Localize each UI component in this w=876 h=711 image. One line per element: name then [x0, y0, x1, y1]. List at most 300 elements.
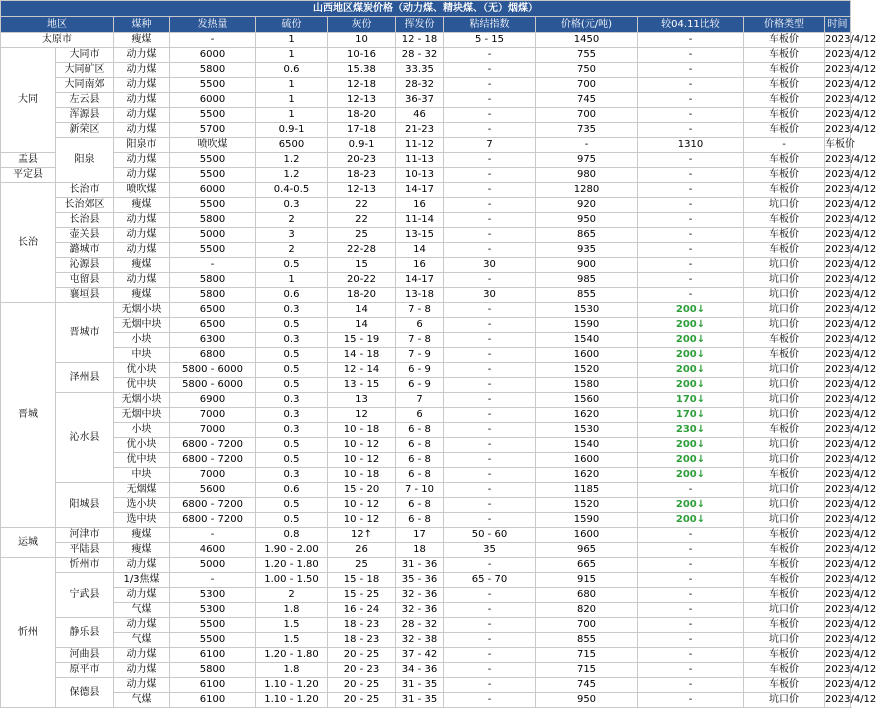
header-sulfur: 硫份 [256, 17, 328, 33]
caking-cell: - [444, 123, 536, 138]
volatile-cell: 28-32 [396, 78, 444, 93]
caking-cell: 35 [444, 543, 536, 558]
sulfur-cell: 1.2 [256, 168, 328, 183]
compare-cell: - [638, 483, 744, 498]
price-cell: 750 [536, 63, 638, 78]
ash-cell: 12 [328, 408, 396, 423]
sulfur-cell: 0.3 [256, 393, 328, 408]
price-cell: 920 [536, 198, 638, 213]
date-cell: 2023/4/12 [825, 318, 851, 333]
heat-cell: 5500 [170, 153, 256, 168]
ash-cell: 10 [328, 33, 396, 48]
table-row [1, 573, 851, 588]
date-cell: 2023/4/12 [825, 288, 851, 303]
coal-type-cell: 动力煤 [114, 123, 170, 138]
volatile-cell: 32 - 38 [396, 633, 444, 648]
price-cell: 950 [536, 213, 638, 228]
sub-region-cell: 长治县 [56, 213, 114, 228]
coal-type-cell: 动力煤 [114, 213, 170, 228]
date-cell: 2023/4/12 [825, 363, 851, 378]
compare-cell: 200↓ [638, 498, 744, 513]
volatile-cell: 11-14 [396, 213, 444, 228]
price-type-cell: 车板价 [744, 153, 825, 168]
price-cell: 1540 [536, 438, 638, 453]
price-cell: 965 [536, 543, 638, 558]
price-type-cell: 坑口价 [744, 258, 825, 273]
caking-cell: - [444, 693, 536, 708]
caking-cell: - [444, 633, 536, 648]
sulfur-cell: 0.3 [256, 333, 328, 348]
ash-cell: 13 [328, 393, 396, 408]
heat-cell: 6800 - 7200 [170, 438, 256, 453]
sulfur-cell: 0.8 [256, 528, 328, 543]
ash-cell: 16 - 24 [328, 603, 396, 618]
sub-region-cell: 新荣区 [56, 123, 114, 138]
caking-cell: - [444, 378, 536, 393]
ash-cell: 20-22 [328, 273, 396, 288]
coal-type-cell: 动力煤 [114, 243, 170, 258]
price-cell: 700 [536, 78, 638, 93]
heat-cell: - [170, 33, 256, 48]
sub-region-cell: 大同矿区 [56, 63, 114, 78]
sub-region-cell: 阳泉市 [114, 138, 170, 153]
heat-cell: 6000 [170, 93, 256, 108]
compare-cell: 170↓ [638, 408, 744, 423]
heat-cell: 5000 [170, 558, 256, 573]
compare-cell: - [638, 603, 744, 618]
volatile-cell: 7 - 10 [396, 483, 444, 498]
volatile-cell: 28 - 32 [396, 618, 444, 633]
sulfur-cell: 1 [256, 108, 328, 123]
sulfur-cell: 0.5 [256, 318, 328, 333]
price-type-cell: 坑口价 [744, 363, 825, 378]
volatile-cell: 16 [396, 258, 444, 273]
volatile-cell: 13-15 [396, 228, 444, 243]
date-cell: 2023/4/12 [825, 63, 851, 78]
volatile-cell: 6 - 8 [396, 468, 444, 483]
coal-type-cell: 气煤 [114, 633, 170, 648]
caking-cell: - [444, 423, 536, 438]
table-row [1, 303, 851, 318]
price-type-cell: 车板价 [744, 468, 825, 483]
table-row [1, 663, 851, 678]
table-row [1, 33, 851, 48]
table-row [1, 78, 851, 93]
heat-cell: 5800 - 6000 [170, 363, 256, 378]
sub-region-cell: 左云县 [56, 93, 114, 108]
price-cell: 715 [536, 648, 638, 663]
heat-cell: 5800 [170, 213, 256, 228]
date-cell: 2023/4/12 [825, 333, 851, 348]
volatile-cell: 37 - 42 [396, 648, 444, 663]
table-row [1, 318, 851, 333]
date-cell: 2023/4/12 [825, 168, 851, 183]
heat-cell: 5500 [170, 168, 256, 183]
volatile-cell: 17 [396, 528, 444, 543]
ash-cell: 18-20 [328, 108, 396, 123]
caking-cell: - [444, 393, 536, 408]
compare-cell: - [638, 528, 744, 543]
table-row [1, 498, 851, 513]
sulfur-cell: 0.3 [256, 408, 328, 423]
price-type-cell: 车板价 [744, 573, 825, 588]
price-type-cell: 坑口价 [744, 288, 825, 303]
coal-type-cell: 喷吹煤 [114, 183, 170, 198]
header-volatile: 挥发份 [396, 17, 444, 33]
sub-region-cell: 保德县 [56, 678, 114, 708]
sulfur-cell: 1 [256, 93, 328, 108]
ash-cell: 20-23 [328, 153, 396, 168]
price-type-cell: 车板价 [744, 528, 825, 543]
sulfur-cell: 0.3 [256, 198, 328, 213]
date-cell: 2023/4/12 [825, 228, 851, 243]
compare-cell: - [638, 243, 744, 258]
coal-type-cell: 动力煤 [114, 93, 170, 108]
coal-type-cell: 小块 [114, 333, 170, 348]
header-price: 价格(元/吨) [536, 17, 638, 33]
date-cell: 2023/4/12 [825, 348, 851, 363]
sulfur-cell: 1 [256, 48, 328, 63]
price-type-cell: 车板价 [744, 213, 825, 228]
table-row [1, 288, 851, 303]
compare-cell: - [638, 588, 744, 603]
caking-cell: - [444, 183, 536, 198]
coal-type-cell: 动力煤 [114, 648, 170, 663]
ash-cell: 18 - 23 [328, 633, 396, 648]
date-cell: 2023/4/12 [825, 603, 851, 618]
price-cell: 980 [536, 168, 638, 183]
sub-region-cell: 浑源县 [56, 108, 114, 123]
ash-cell: 20 - 25 [328, 678, 396, 693]
volatile-cell: 14-17 [396, 273, 444, 288]
table-row [1, 543, 851, 558]
table-row [1, 348, 851, 363]
table-title: 山西地区煤炭价格（动力煤、精块煤、（无）烟煤） [1, 1, 851, 17]
caking-cell: - [444, 468, 536, 483]
sulfur-cell: 0.3 [256, 468, 328, 483]
compare-cell: - [638, 663, 744, 678]
coal-type-cell: 气煤 [114, 603, 170, 618]
heat-cell: - [170, 528, 256, 543]
ash-cell: 10-16 [328, 48, 396, 63]
sulfur-cell: 1.20 - 1.80 [256, 648, 328, 663]
sub-region-cell: 河津市 [56, 528, 114, 543]
coal-type-cell: 动力煤 [114, 48, 170, 63]
ash-cell: 14 [328, 303, 396, 318]
volatile-cell: 6 - 9 [396, 378, 444, 393]
coal-type-cell: 无烟中块 [114, 408, 170, 423]
coal-type-cell: 动力煤 [114, 168, 170, 183]
caking-cell: 30 [444, 258, 536, 273]
sulfur-cell: 3 [256, 228, 328, 243]
price-cell: 855 [536, 288, 638, 303]
sulfur-cell: 1 [256, 33, 328, 48]
date-cell: 2023/4/12 [825, 633, 851, 648]
heat-cell: 5300 [170, 588, 256, 603]
coal-type-cell: 瘦煤 [114, 543, 170, 558]
ash-cell: 15 - 20 [328, 483, 396, 498]
sulfur-cell: 0.5 [256, 378, 328, 393]
sulfur-cell: 0.3 [256, 303, 328, 318]
price-type-cell: 车板价 [744, 228, 825, 243]
region-cell: 阳泉 [56, 138, 114, 183]
table-row [1, 228, 851, 243]
price-cell: 1600 [536, 528, 638, 543]
compare-cell: - [638, 93, 744, 108]
table-row [1, 483, 851, 498]
caking-cell: - [444, 228, 536, 243]
header-caking: 粘结指数 [444, 17, 536, 33]
price-cell: 680 [536, 588, 638, 603]
header-date: 时间 [825, 17, 851, 33]
heat-cell: 6800 [170, 348, 256, 363]
volatile-cell: 11-13 [396, 153, 444, 168]
heat-cell: 6500 [256, 138, 328, 153]
sub-region-cell: 屯留县 [56, 273, 114, 288]
region-cell: 太原市 [1, 33, 114, 48]
price-type-cell: 坑口价 [744, 273, 825, 288]
heat-cell: 6800 - 7200 [170, 498, 256, 513]
sulfur-cell: 0.5 [256, 258, 328, 273]
date-cell: 2023/4/12 [825, 198, 851, 213]
region-cell: 长治 [1, 183, 56, 303]
compare-cell: - [638, 558, 744, 573]
caking-cell: - [444, 513, 536, 528]
price-cell: 855 [536, 633, 638, 648]
date-cell: 2023/4/12 [825, 513, 851, 528]
volatile-cell: 7 - 9 [396, 348, 444, 363]
sulfur-cell: 0.3 [256, 423, 328, 438]
price-cell: 950 [536, 693, 638, 708]
volatile-cell: 6 - 9 [396, 363, 444, 378]
ash-cell: 11-12 [396, 138, 444, 153]
ash-cell: 12-13 [328, 183, 396, 198]
volatile-cell: 35 - 36 [396, 573, 444, 588]
price-type-cell: 车板价 [744, 48, 825, 63]
volatile-cell: 28 - 32 [396, 48, 444, 63]
price-cell: 1520 [536, 363, 638, 378]
caking-cell: - [444, 318, 536, 333]
header-heat: 发热量 [170, 17, 256, 33]
compare-cell: 200↓ [638, 513, 744, 528]
sub-region-cell: 平陆县 [56, 543, 114, 558]
price-cell: 900 [536, 258, 638, 273]
price-type-cell: 车板价 [744, 663, 825, 678]
date-cell: 2023/4/12 [825, 153, 851, 168]
volatile-cell: 12 - 18 [396, 33, 444, 48]
heat-cell: 5500 [170, 618, 256, 633]
date-cell: 2023/4/12 [825, 258, 851, 273]
date-cell: 2023/4/12 [825, 483, 851, 498]
sulfur-cell: 0.6 [256, 288, 328, 303]
sub-region-cell: 平定县 [1, 168, 56, 183]
compare-cell: - [744, 138, 825, 153]
date-cell: 2023/4/12 [825, 573, 851, 588]
table-row [1, 393, 851, 408]
volatile-cell: 33.35 [396, 63, 444, 78]
caking-cell: - [444, 93, 536, 108]
coal-type-cell: 优中块 [114, 453, 170, 468]
ash-cell: 20 - 25 [328, 693, 396, 708]
table-row [1, 378, 851, 393]
coal-type-cell: 瘦煤 [114, 198, 170, 213]
compare-cell: 200↓ [638, 453, 744, 468]
sub-region-cell: 静乐县 [56, 618, 114, 648]
price-type-cell: 车板价 [744, 333, 825, 348]
date-cell: 2023/4/12 [825, 48, 851, 63]
header-coal-type: 煤种 [114, 17, 170, 33]
compare-cell: - [638, 48, 744, 63]
date-cell: 2023/4/12 [825, 423, 851, 438]
compare-cell: - [638, 678, 744, 693]
region-cell: 忻州 [1, 558, 56, 708]
caking-cell: - [444, 153, 536, 168]
price-cell: 755 [536, 48, 638, 63]
sulfur-cell: 0.5 [256, 498, 328, 513]
region-cell: 晋城 [1, 303, 56, 528]
coal-type-cell: 动力煤 [114, 663, 170, 678]
heat-cell: 6800 - 7200 [170, 513, 256, 528]
compare-cell: - [638, 78, 744, 93]
price-cell: 1620 [536, 468, 638, 483]
date-cell: 2023/4/12 [825, 588, 851, 603]
table-row [1, 408, 851, 423]
coal-type-cell: 优小块 [114, 363, 170, 378]
compare-cell: 200↓ [638, 333, 744, 348]
sulfur-cell: 0.5 [256, 453, 328, 468]
heat-cell: 5800 [170, 63, 256, 78]
table-row [1, 243, 851, 258]
table-row [1, 258, 851, 273]
compare-cell: 200↓ [638, 348, 744, 363]
coal-type-cell: 优中块 [114, 378, 170, 393]
volatile-cell: 31 - 35 [396, 693, 444, 708]
date-cell: 2023/4/12 [825, 498, 851, 513]
ash-cell: 25 [328, 228, 396, 243]
ash-cell: 12-18 [328, 78, 396, 93]
caking-cell: - [444, 663, 536, 678]
volatile-cell: 32 - 36 [396, 588, 444, 603]
coal-type-cell: 动力煤 [114, 588, 170, 603]
caking-cell: - [444, 63, 536, 78]
price-type-cell: 车板价 [744, 543, 825, 558]
price-cell: 1600 [536, 453, 638, 468]
table-row [1, 558, 851, 573]
coal-type-cell: 选中块 [114, 513, 170, 528]
volatile-cell: 36-37 [396, 93, 444, 108]
price-type-cell: 车板价 [744, 648, 825, 663]
sulfur-cell: 0.6 [256, 63, 328, 78]
heat-cell: 6800 - 7200 [170, 453, 256, 468]
sub-region-cell: 宁武县 [56, 573, 114, 618]
ash-cell: 15.38 [328, 63, 396, 78]
compare-cell: - [638, 123, 744, 138]
table-row [1, 453, 851, 468]
ash-cell: 17-18 [328, 123, 396, 138]
ash-cell: 18-23 [328, 168, 396, 183]
ash-cell: 15 - 18 [328, 573, 396, 588]
ash-cell: 15 - 19 [328, 333, 396, 348]
table-row [1, 123, 851, 138]
sub-region-cell: 大同市 [56, 48, 114, 63]
coal-type-cell: 动力煤 [114, 78, 170, 93]
price-type-cell: 车板价 [744, 108, 825, 123]
date-cell: 2023/4/12 [825, 693, 851, 708]
caking-cell: - [444, 483, 536, 498]
caking-cell: - [444, 198, 536, 213]
price-type-cell: 车板价 [744, 183, 825, 198]
sub-region-cell: 晋城市 [56, 303, 114, 363]
date-cell: 2023/4/12 [825, 453, 851, 468]
sub-region-cell: 壶关县 [56, 228, 114, 243]
ash-cell: 22 [328, 213, 396, 228]
caking-cell: 30 [444, 288, 536, 303]
volatile-cell: 6 - 8 [396, 438, 444, 453]
coal-type-cell: 1/3焦煤 [114, 573, 170, 588]
caking-cell: - [444, 48, 536, 63]
caking-cell: 50 - 60 [444, 528, 536, 543]
heat-cell: 5700 [170, 123, 256, 138]
table-row [1, 363, 851, 378]
caking-cell: - [444, 453, 536, 468]
ash-cell: 10 - 18 [328, 468, 396, 483]
heat-cell: 5800 - 6000 [170, 378, 256, 393]
heat-cell: 6500 [170, 303, 256, 318]
table-row [1, 678, 851, 693]
coal-type-cell: 中块 [114, 468, 170, 483]
sulfur-cell: 0.5 [256, 363, 328, 378]
date-cell: 2023/4/12 [825, 93, 851, 108]
sulfur-cell: 1.2 [256, 153, 328, 168]
date-cell: 2023/4/12 [825, 678, 851, 693]
coal-type-cell: 动力煤 [114, 618, 170, 633]
compare-cell: - [638, 198, 744, 213]
date-cell: 2023/4/12 [825, 618, 851, 633]
sulfur-cell: 1.90 - 2.00 [256, 543, 328, 558]
compare-cell: 200↓ [638, 438, 744, 453]
volatile-cell: 14 [396, 243, 444, 258]
heat-cell: 6000 [170, 48, 256, 63]
heat-cell: 6100 [170, 678, 256, 693]
heat-cell: 5500 [170, 198, 256, 213]
price-type-cell: 坑口价 [744, 633, 825, 648]
price-type-cell: 车板价 [744, 243, 825, 258]
compare-cell: - [638, 228, 744, 243]
price-type-cell: 车板价 [744, 93, 825, 108]
coal-type-cell: 无烟中块 [114, 318, 170, 333]
date-cell: 2023/4/12 [825, 108, 851, 123]
volatile-cell: 32 - 36 [396, 603, 444, 618]
sulfur-cell: 1.00 - 1.50 [256, 573, 328, 588]
header-compare: 较04.11比较 [638, 17, 744, 33]
ash-cell: 18 - 23 [328, 618, 396, 633]
sub-region-cell: 沁源县 [56, 258, 114, 273]
price-cell: 1590 [536, 513, 638, 528]
heat-cell: 5800 [170, 288, 256, 303]
coal-type-cell: 动力煤 [114, 678, 170, 693]
ash-cell: 15 [328, 258, 396, 273]
table-row [1, 423, 851, 438]
coal-type-cell: 动力煤 [114, 558, 170, 573]
price-cell: 665 [536, 558, 638, 573]
price-type-cell: 坑口价 [744, 303, 825, 318]
table-row [1, 93, 851, 108]
sulfur-cell: 0.5 [256, 438, 328, 453]
date-cell: 2023/4/12 [825, 663, 851, 678]
date-cell: 2023/4/12 [825, 648, 851, 663]
volatile-cell: 6 - 8 [396, 453, 444, 468]
price-type-cell: 车板价 [744, 618, 825, 633]
